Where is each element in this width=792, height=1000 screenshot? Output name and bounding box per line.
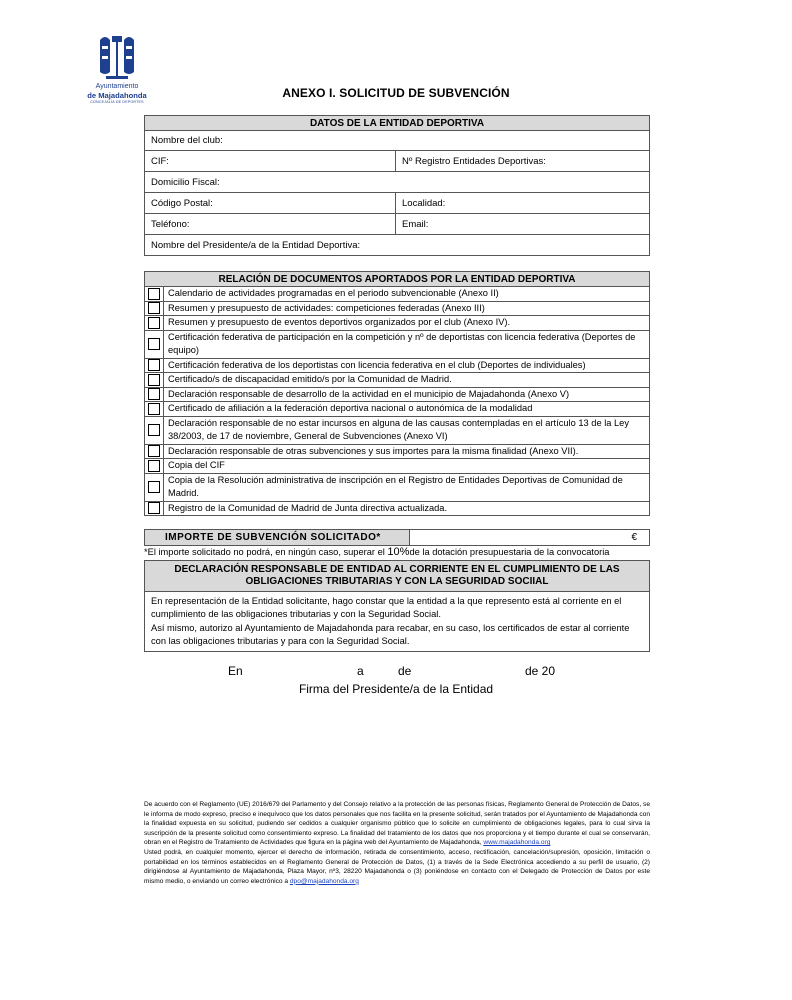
declaration-header-line-2: OBLIGACIONES TRIBUTARIAS Y CON LA SEGURIDAD SOCIIAL [245,576,549,587]
document-checkbox[interactable] [148,403,160,415]
legal-paragraph-2 [144,848,650,886]
document-checkbox[interactable] [148,445,160,457]
document-label: Declaración responsable de otras subvenciones y sus importes para la misma finalidad (Anexo VII). [164,444,650,459]
document-checkbox[interactable] [148,359,160,371]
logo-line-1: Ayuntamiento [95,83,139,90]
amount-field[interactable] [410,530,650,546]
document-row [145,387,650,402]
document-label: Calendario de actividades programadas en el periodo subvencionable (Anexo II) [164,287,650,302]
document-checkbox[interactable] [148,338,160,350]
day-label: a [357,664,364,678]
document-label: Certificación federativa de los deportistas con licencia federativa en el club (Deportes de individuales) [164,358,650,373]
email-field[interactable]: Email: [396,214,650,235]
document-checkbox[interactable] [148,502,160,514]
document-row [145,416,650,444]
document-label: Certificado/s de discapacidad emitido/s por la Comunidad de Madrid. [164,373,650,388]
entity-data-table [144,115,650,256]
cif-field[interactable]: CIF: [145,151,396,172]
document-checkbox[interactable] [148,302,160,314]
document-row [145,459,650,474]
document-row [145,330,650,358]
website-link[interactable]: www.majadahonda.org [483,839,551,847]
legal-text-1: De acuerdo con el Reglamento (UE) 2016/679 del Parlamento y del Consejo relativo a la protección de las personas físicas, Reglamento General de Protección de Datos, se le informa de modo expreso, preciso e inequívoco que los datos personales que nos facilita en la presente solicitud, serán tratados por el Ayuntamiento de Majadahonda con la finalidad expuesta en su solicitud, pudiendo ser cedidos a cualquier organismo público que lo solicite en cumplimiento de obligaciones legales, para lo cual sirva la suscripción de la presente solicitud como consentimiento expreso. La finalidad del tratamiento de los datos que nos proporciona y el tiempo durante el cual se conservarán, obran en el Registro de Tratamiento de Actividades que figura en la página web del Ayuntamiento de Majadahonda, [144,801,650,847]
year-label: de 20 [525,664,556,678]
fiscal-address-field[interactable]: Domicilio Fiscal: [145,172,650,193]
phone-field[interactable]: Teléfono: [145,214,396,235]
document-checkbox[interactable] [148,374,160,386]
document-title: ANEXO I. SOLICITUD DE SUBVENCIÓN [282,86,510,100]
document-row [145,444,650,459]
amount-note [144,546,650,558]
month-label: de [398,664,412,678]
document-row [145,402,650,417]
amount-note-text: *El importe solicitado no podrá, en ningún caso, superar el [144,547,388,557]
amount-table [144,529,650,546]
declaration-paragraph-1: En representación de la Entidad solicitante, hago constar que la entidad a la que represento está al corriente en el cumplimiento de las obligaciones tributarias y con la Seguridad Social. [151,596,622,620]
document-label: Certificado de afiliación a la federación deportiva nacional o autonómica de la modalidad [164,402,650,417]
dpo-email-link[interactable]: dpo@majadahonda.org [289,877,359,885]
document-label: Resumen y presupuesto de actividades: competiciones federadas (Anexo III) [164,301,650,316]
locality-field[interactable]: Localidad: [396,193,650,214]
document-checkbox[interactable] [148,317,160,329]
logo-line-3: CONCEJALÍA DE DEPORTES [90,100,144,104]
entity-section-header: DATOS DE LA ENTIDAD DEPORTIVA [145,116,650,131]
registry-number-field[interactable]: Nº Registro Entidades Deportivas: [396,151,650,172]
document-label: Certificación federativa de participación en la competición y nº de deportistas con licencia federativa (Deportes de equipo) [164,330,650,358]
document-row [145,301,650,316]
document-checkbox[interactable] [148,481,160,493]
declaration-header [145,561,650,592]
legal-paragraph-1 [144,800,650,848]
legal-text-2: Usted podrá, en cualquier momento, ejercer el derecho de información, retirada de consentimiento, acceso, rectificación, cancelación/supresión, oposición, limitación o portabilidad en los términos establecidos en el Reglamento General de Protección de Datos, (1) a través de la Sede Electrónica accediendo a su perfil de usuario, (2) dirigiéndose al Ayuntamiento de Majadahonda, Plaza Mayor, nº3, 28220 Majadahonda o (3) poniéndose en contacto con el Delegado de Protección de Datos por este mismo medio, o enviando un correo electrónico a [144,848,650,885]
document-label: Copia del CIF [164,459,650,474]
document-row [145,316,650,331]
documents-section-header: RELACIÓN DE DOCUMENTOS APORTADOS POR LA ENTIDAD DEPORTIVA [145,272,650,287]
document-row [145,287,650,302]
document-row [145,373,650,388]
document-row [145,358,650,373]
signature-label: Firma del Presidente/a de la Entidad [298,682,494,696]
document-checkbox[interactable] [148,288,160,300]
club-name-field[interactable]: Nombre del club: [145,131,650,151]
declaration-body [145,592,650,652]
document-row [145,501,650,516]
data-protection-notice [144,800,650,886]
declaration-table [144,560,650,652]
postal-code-field[interactable]: Código Postal: [145,193,396,214]
document-label: Registro de la Comunidad de Madrid de Junta directiva actualizada. [164,501,650,516]
document-label: Declaración responsable de desarrollo de la actividad en el municipio de Majadahonda (Anexo V) [164,387,650,402]
amount-note-percent: 10% [387,546,410,558]
documents-table [144,271,650,516]
declaration-header-line-1: DECLARACIÓN RESPONSABLE DE ENTIDAD AL CORRIENTE EN EL CUMPLIMIENTO DE LAS [174,564,620,575]
logo-line-2: de Majadahonda [87,91,147,100]
amount-label: IMPORTE DE SUBVENCIÓN SOLICITADO* [145,530,410,546]
place-label: En [228,664,243,678]
declaration-paragraph-2: Así mismo, autorizo al Ayuntamiento de Majadahonda para recabar, en su caso, los certificados de estar al corriente con las obligaciones tributarias y para con la Seguridad Social. [151,622,630,647]
coat-of-arms-icon [96,32,138,82]
amount-note-text-end: de la dotación presupuestaria de la convocatoria [409,547,610,557]
document-label: Copia de la Resolución administrativa de inscripción en el Registro de Entidades Deportivas de Comunidad de Madrid. [164,473,650,501]
document-label: Declaración responsable de no estar incursos en alguna de las causas contempladas en el artículo 13 de la Ley 38/2003, de 17 de noviembre, General de Subvenciones (Anexo VI) [164,416,650,444]
document-checkbox[interactable] [148,460,160,472]
euro-symbol: € [631,532,637,543]
document-checkbox[interactable] [148,424,160,436]
document-checkbox[interactable] [148,388,160,400]
document-label: Resumen y presupuesto de eventos deportivos organizados por el club (Anexo IV). [164,316,650,331]
document-row [145,473,650,501]
president-name-field[interactable]: Nombre del Presidente/a de la Entidad Deportiva: [145,235,650,256]
